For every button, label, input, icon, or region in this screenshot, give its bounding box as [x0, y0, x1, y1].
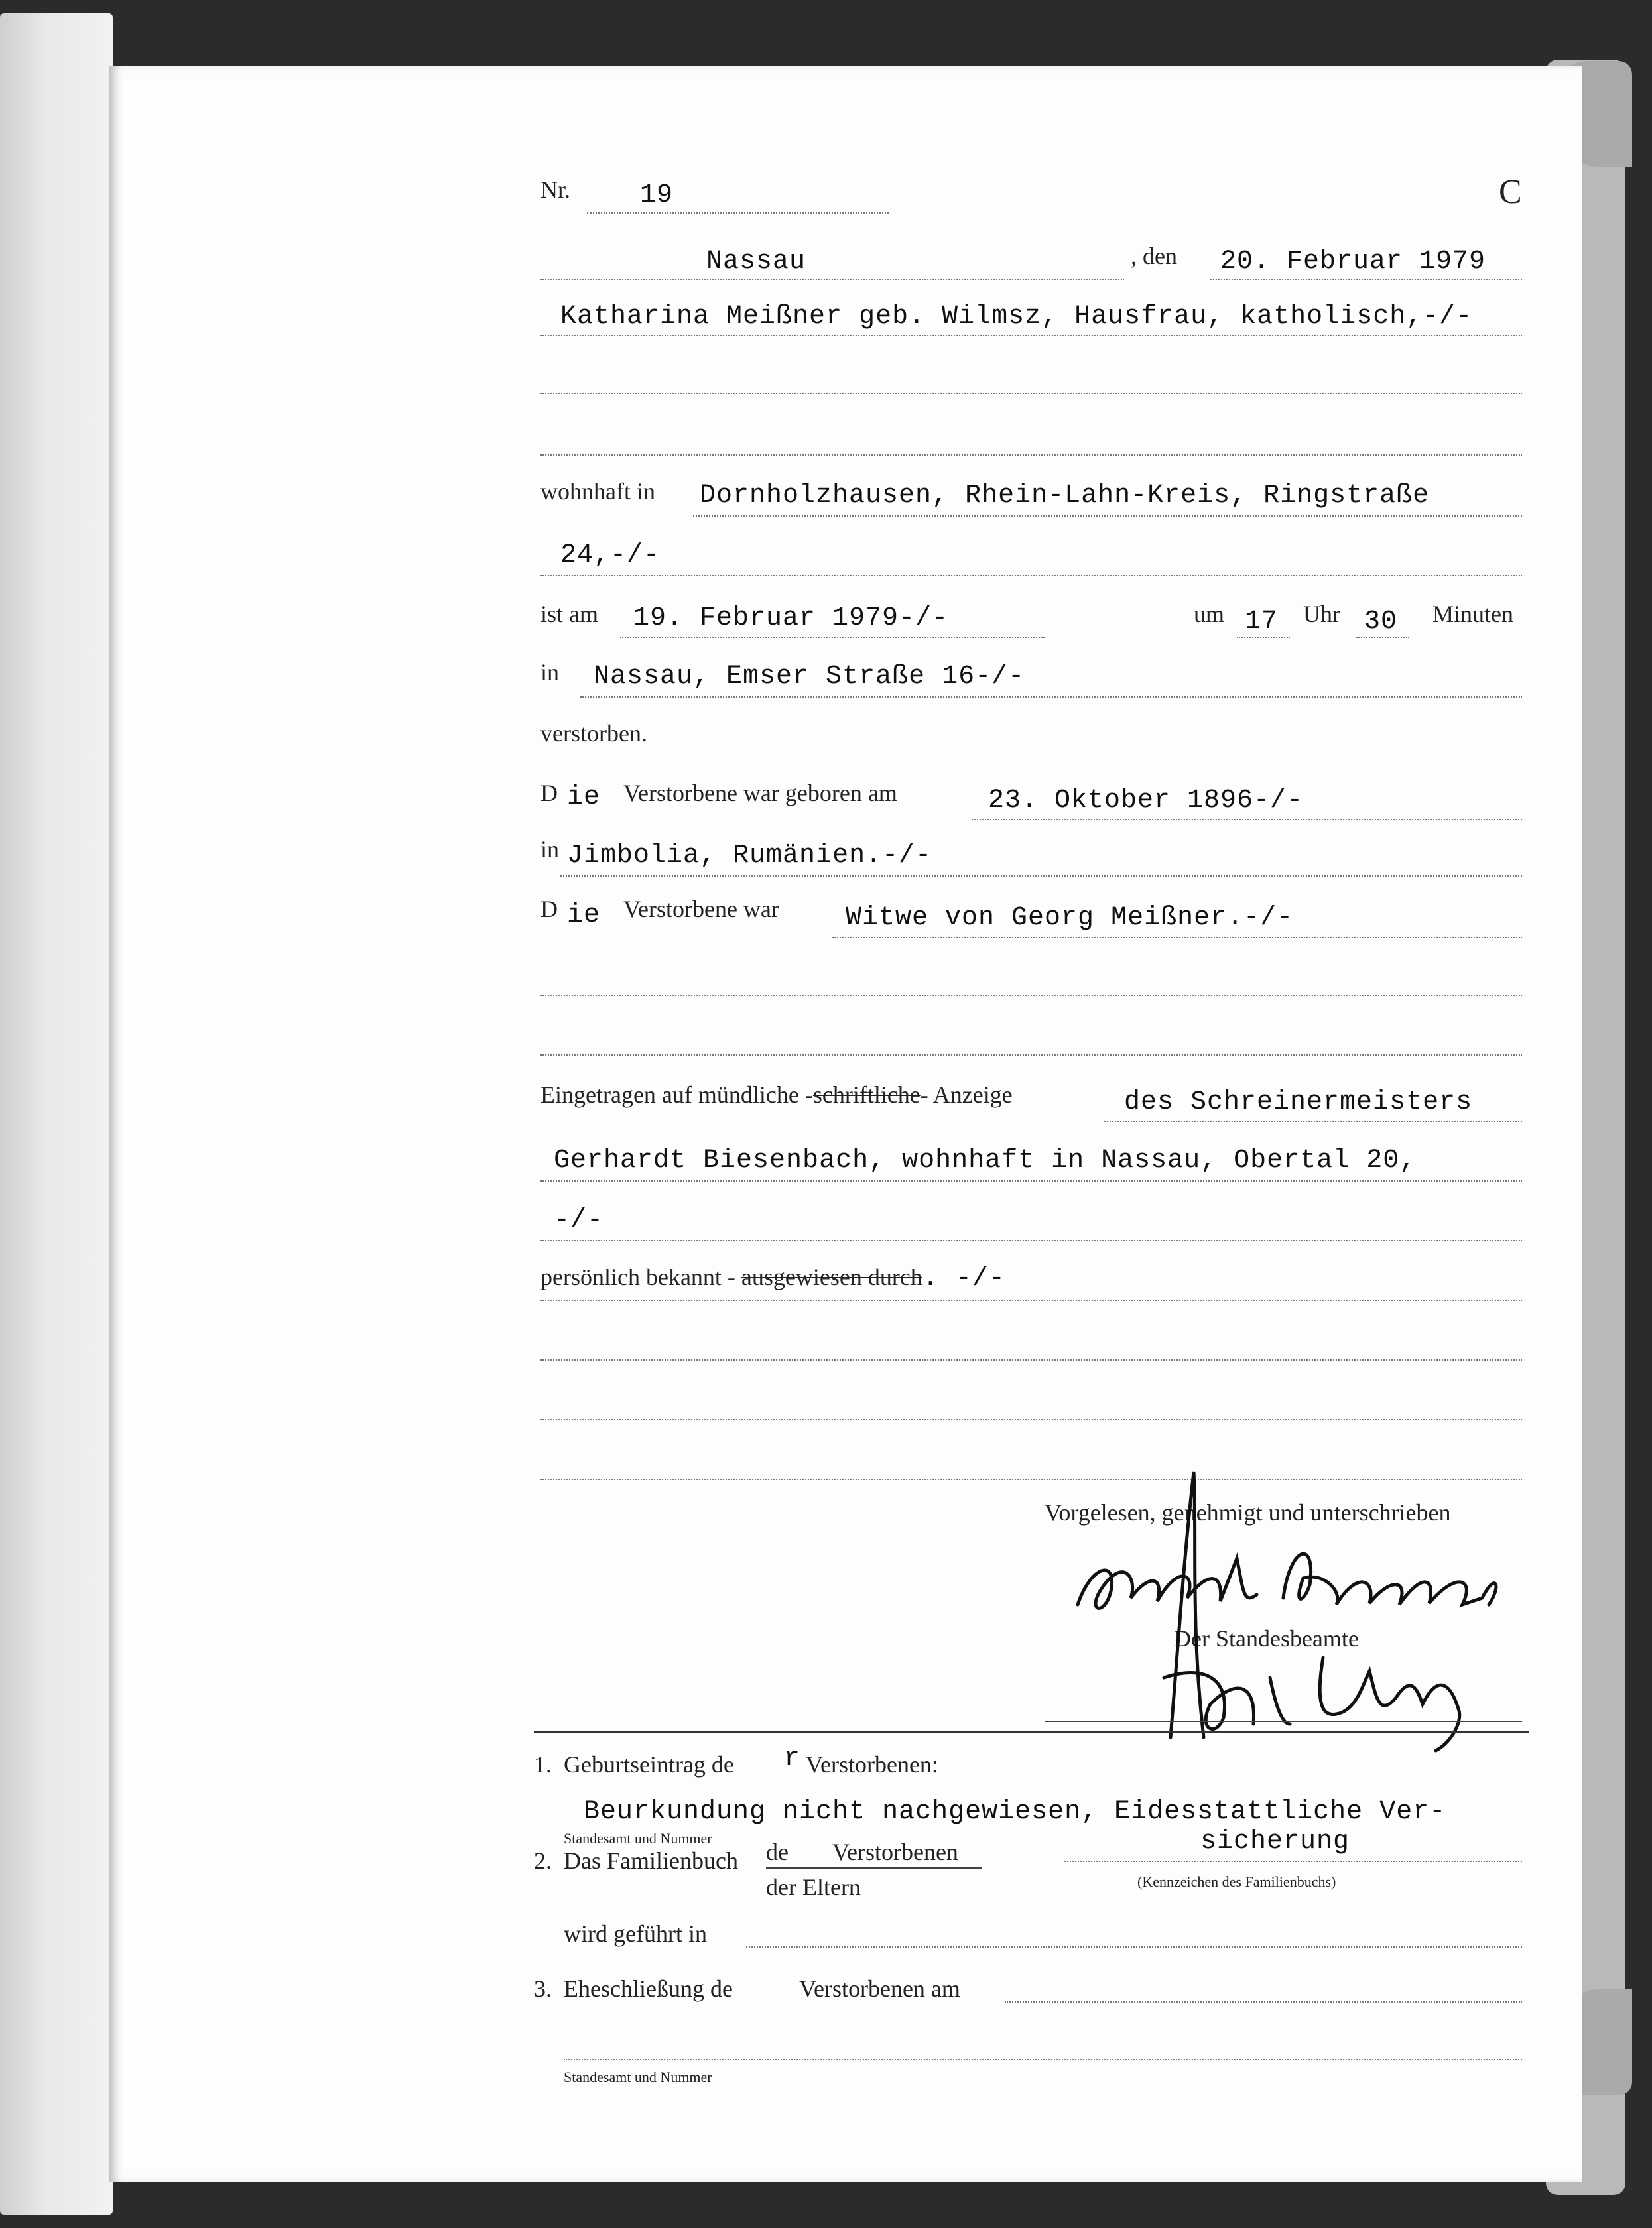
- item1-label-2: Verstorbenen:: [806, 1751, 938, 1778]
- item2-verstorbenen: Verstorbenen: [832, 1839, 958, 1865]
- item1-small-label: Standesamt und Nummer: [564, 1830, 712, 1847]
- deceased-name: Katharina Meißner geb. Wilmsz, Hausfrau, katholisch,-/-: [560, 302, 1473, 332]
- status-rule-1: [832, 937, 1522, 938]
- registration-rule-1: [1104, 1121, 1522, 1122]
- item2-kennzeichen: (Kennzeichen des Familienbuchs): [1137, 1873, 1336, 1890]
- death-date-rule: [620, 637, 1045, 638]
- item1-value-line-2: sicherung: [1200, 1827, 1350, 1857]
- birth-place-value: Jimbolia, Rumänien.-/-: [567, 841, 932, 871]
- item1-value-line-1: Beurkundung nicht nachgewiesen, Eidesstattliche Ver-: [584, 1797, 1446, 1827]
- registration-label: [540, 1081, 1013, 1109]
- place-rule: [540, 278, 1124, 280]
- death-place-label: in: [540, 659, 560, 686]
- item1-suffix: r: [784, 1744, 801, 1774]
- status-ie-value: ie: [567, 900, 601, 930]
- death-place-rule: [580, 696, 1522, 698]
- known-label: [540, 1263, 1005, 1294]
- status-value: Witwe von Georg Meißner.-/-: [846, 903, 1294, 933]
- item2-rule-top: [766, 1867, 982, 1869]
- residence-label: wohnhaft in: [540, 478, 655, 505]
- signature-rule: [1045, 1721, 1522, 1722]
- known-prefix: persönlich bekannt -: [540, 1264, 735, 1290]
- birth-place-label: in: [540, 836, 560, 863]
- minute-rule: [1356, 637, 1409, 638]
- registration-line-2: Gerhardt Biesenbach, wohnhaft in Nassau, Obertal 20,: [554, 1146, 1417, 1176]
- item2-de: de: [766, 1839, 789, 1865]
- nr-label: Nr.: [540, 176, 570, 203]
- birth-place-rule: [560, 875, 1522, 877]
- registration-line-1: des Schreinermeisters: [1124, 1087, 1473, 1117]
- registration-struck: schriftliche: [812, 1082, 921, 1108]
- death-date-value: 19. Februar 1979-/-: [633, 603, 949, 633]
- date-value: 20. Februar 1979: [1220, 247, 1486, 277]
- birth-d-label: D: [540, 780, 558, 806]
- blank-rule-1: [540, 1359, 1522, 1361]
- item2-eltern: der Eltern: [766, 1874, 861, 1900]
- date-label: , den: [1131, 243, 1177, 269]
- uhr-label: Uhr: [1303, 601, 1340, 627]
- item3-small-label: Standesamt und Nummer: [564, 2069, 712, 2085]
- registration-rule-3: [540, 1240, 1522, 1241]
- registration-suffix: Anzeige: [932, 1082, 1013, 1108]
- item1-label: Geburtseintrag de: [564, 1751, 734, 1778]
- registration-rule-2: [540, 1180, 1522, 1182]
- item2-rule-gefuehrt: [746, 1946, 1522, 1948]
- status-rule-3: [540, 1054, 1522, 1056]
- birth-label: Verstorbene war geboren am: [623, 780, 897, 806]
- item3-number: 3.: [534, 1975, 552, 2002]
- item3-label-2: Verstorbenen am: [799, 1975, 960, 2002]
- footer-separator: [534, 1731, 1529, 1733]
- read-approved-label: Vorgelesen, genehmigt und unterschrieben: [1045, 1499, 1451, 1526]
- hour-rule: [1237, 637, 1290, 638]
- registrar-signature: [1104, 1459, 1476, 1751]
- residence-rule-2: [540, 575, 1522, 576]
- item3-rule-1: [1005, 2001, 1522, 2003]
- item2-rule-kennz: [1064, 1861, 1522, 1862]
- place-value: Nassau: [706, 247, 806, 277]
- birth-ie-value: ie: [567, 782, 601, 812]
- name-rule-3: [540, 454, 1522, 456]
- known-struck: ausgewiesen durch: [741, 1264, 922, 1290]
- minute-value: 30: [1364, 607, 1398, 637]
- residence-line-1: Dornholzhausen, Rhein-Lahn-Kreis, Ringstraße: [700, 481, 1430, 511]
- known-suffix: . -/-: [922, 1264, 1005, 1294]
- verstorben-label: verstorben.: [540, 720, 647, 747]
- item3-rule-2: [564, 2059, 1522, 2060]
- status-d-label: D: [540, 896, 558, 922]
- death-date-label: ist am: [540, 601, 598, 627]
- nr-rule: [587, 212, 889, 214]
- register-page: [109, 66, 1582, 2182]
- residence-line-2: 24,-/-: [560, 540, 661, 570]
- item1-number: 1.: [534, 1751, 552, 1778]
- nr-value: 19: [640, 180, 674, 210]
- status-label: Verstorbene war: [623, 896, 779, 922]
- residence-rule-1: [693, 515, 1522, 517]
- death-place-value: Nassau, Emser Straße 16-/-: [594, 662, 1025, 692]
- birth-date-rule: [972, 819, 1522, 820]
- registration-line-3: -/-: [554, 1206, 604, 1235]
- register-letter: C: [1499, 173, 1522, 211]
- name-rule-2: [540, 393, 1522, 394]
- registrar-label: Der Standesbeamte: [1174, 1625, 1359, 1652]
- item2-gefuehrt: wird geführt in: [564, 1920, 707, 1947]
- name-rule-1: [540, 335, 1522, 336]
- status-rule-2: [540, 995, 1522, 996]
- blank-rule-2: [540, 1419, 1522, 1420]
- birth-date-value: 23. Oktober 1896-/-: [988, 786, 1304, 816]
- um-label: um: [1194, 601, 1225, 627]
- item3-label: Eheschließung de: [564, 1975, 733, 2002]
- item2-number: 2.: [534, 1847, 552, 1874]
- hour-value: 17: [1245, 607, 1279, 637]
- minuten-label: Minuten: [1432, 601, 1513, 627]
- item2-label: Das Familienbuch: [564, 1847, 738, 1874]
- registration-prefix: Eingetragen auf mündliche -: [540, 1082, 813, 1108]
- known-rule: [540, 1300, 1522, 1301]
- registration-dash: -: [920, 1082, 928, 1108]
- book-spine: [0, 13, 113, 2215]
- date-rule: [1210, 278, 1522, 280]
